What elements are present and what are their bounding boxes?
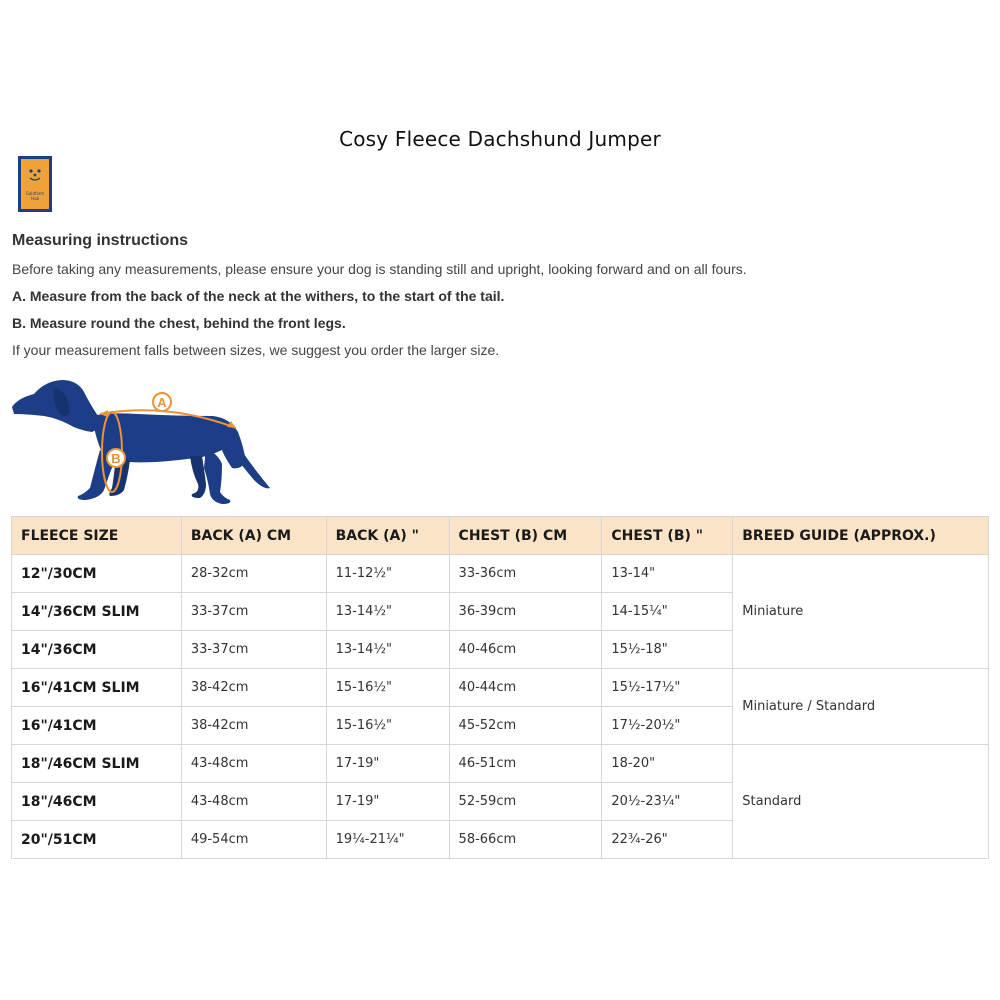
cell-chest-cm: 52-59cm xyxy=(449,783,602,821)
cell-back-cm: 28-32cm xyxy=(181,555,326,593)
cell-back-cm: 49-54cm xyxy=(181,821,326,859)
dachshund-silhouette xyxy=(12,380,270,504)
cell-chest-inches: 20½-23¼" xyxy=(602,783,733,821)
cell-back-inches: 15-16½" xyxy=(326,669,449,707)
instructions-step-a: A. Measure from the back of the neck at the withers, to the start of the tail. xyxy=(12,288,505,304)
cell-fleece-size: 14"/36CM SLIM xyxy=(12,593,182,631)
logo-text-line-1: Goldfarm xyxy=(25,191,45,196)
cell-back-inches: 17-19" xyxy=(326,745,449,783)
cell-fleece-size: 18"/46CM xyxy=(12,783,182,821)
cell-back-cm: 43-48cm xyxy=(181,745,326,783)
cell-chest-inches: 14-15¼" xyxy=(602,593,733,631)
header-chest-inches: CHEST (B) " xyxy=(602,517,733,555)
cell-back-cm: 38-42cm xyxy=(181,669,326,707)
cell-chest-cm: 40-44cm xyxy=(449,669,602,707)
cell-chest-cm: 33-36cm xyxy=(449,555,602,593)
cell-back-cm: 33-37cm xyxy=(181,593,326,631)
cell-chest-cm: 45-52cm xyxy=(449,707,602,745)
instructions-step-b: B. Measure round the chest, behind the front legs. xyxy=(12,315,346,331)
header-fleece-size: FLEECE SIZE xyxy=(12,517,182,555)
cell-back-inches: 19¼-21¼" xyxy=(326,821,449,859)
table-row xyxy=(12,669,989,707)
cell-fleece-size: 12"/30CM xyxy=(12,555,182,593)
cell-chest-inches: 22¾-26" xyxy=(602,821,733,859)
cell-chest-inches: 18-20" xyxy=(602,745,733,783)
table-header-row xyxy=(12,517,989,555)
logo-text-line-2: Hub xyxy=(30,196,40,201)
brand-logo xyxy=(18,156,52,212)
table-row xyxy=(12,745,989,783)
cell-fleece-size: 16"/41CM xyxy=(12,707,182,745)
header-back-inches: BACK (A) " xyxy=(326,517,449,555)
dachshund-measurement-diagram xyxy=(8,372,270,512)
table-row xyxy=(12,555,989,593)
cell-breed-guide: Miniature / Standard xyxy=(733,669,989,745)
cell-back-inches: 15-16½" xyxy=(326,707,449,745)
cell-chest-cm: 58-66cm xyxy=(449,821,602,859)
cell-chest-inches: 15½-18" xyxy=(602,631,733,669)
cell-back-cm: 38-42cm xyxy=(181,707,326,745)
header-chest-cm: CHEST (B) CM xyxy=(449,517,602,555)
header-breed-guide: BREED GUIDE (APPROX.) xyxy=(733,517,989,555)
cell-breed-guide: Miniature xyxy=(733,555,989,669)
cell-back-cm: 33-37cm xyxy=(181,631,326,669)
cell-breed-guide: Standard xyxy=(733,745,989,859)
dog-face-icon xyxy=(23,163,47,185)
cell-fleece-size: 18"/46CM SLIM xyxy=(12,745,182,783)
size-chart-table xyxy=(11,516,989,859)
cell-back-cm: 43-48cm xyxy=(181,783,326,821)
cell-fleece-size: 14"/36CM xyxy=(12,631,182,669)
instructions-heading: Measuring instructions xyxy=(12,232,189,249)
cell-chest-cm: 46-51cm xyxy=(449,745,602,783)
measuring-instructions xyxy=(12,232,992,364)
cell-back-inches: 13-14½" xyxy=(326,631,449,669)
instructions-intro: Before taking any measurements, please ensure your dog is standing still and upright, looking forward and on all fours. xyxy=(12,261,747,277)
cell-fleece-size: 16"/41CM SLIM xyxy=(12,669,182,707)
cell-chest-cm: 40-46cm xyxy=(449,631,602,669)
cell-chest-cm: 36-39cm xyxy=(449,593,602,631)
header-back-cm: BACK (A) CM xyxy=(181,517,326,555)
cell-chest-inches: 13-14" xyxy=(602,555,733,593)
label-a: A xyxy=(157,395,167,410)
cell-back-inches: 11-12½" xyxy=(326,555,449,593)
instructions-note: If your measurement falls between sizes, we suggest you order the larger size. xyxy=(12,342,500,358)
label-b: B xyxy=(111,451,121,466)
cell-back-inches: 13-14½" xyxy=(326,593,449,631)
cell-fleece-size: 20"/51CM xyxy=(12,821,182,859)
cell-chest-inches: 15½-17½" xyxy=(602,669,733,707)
cell-chest-inches: 17½-20½" xyxy=(602,707,733,745)
page-title: Cosy Fleece Dachshund Jumper xyxy=(339,127,661,151)
cell-back-inches: 17-19" xyxy=(326,783,449,821)
